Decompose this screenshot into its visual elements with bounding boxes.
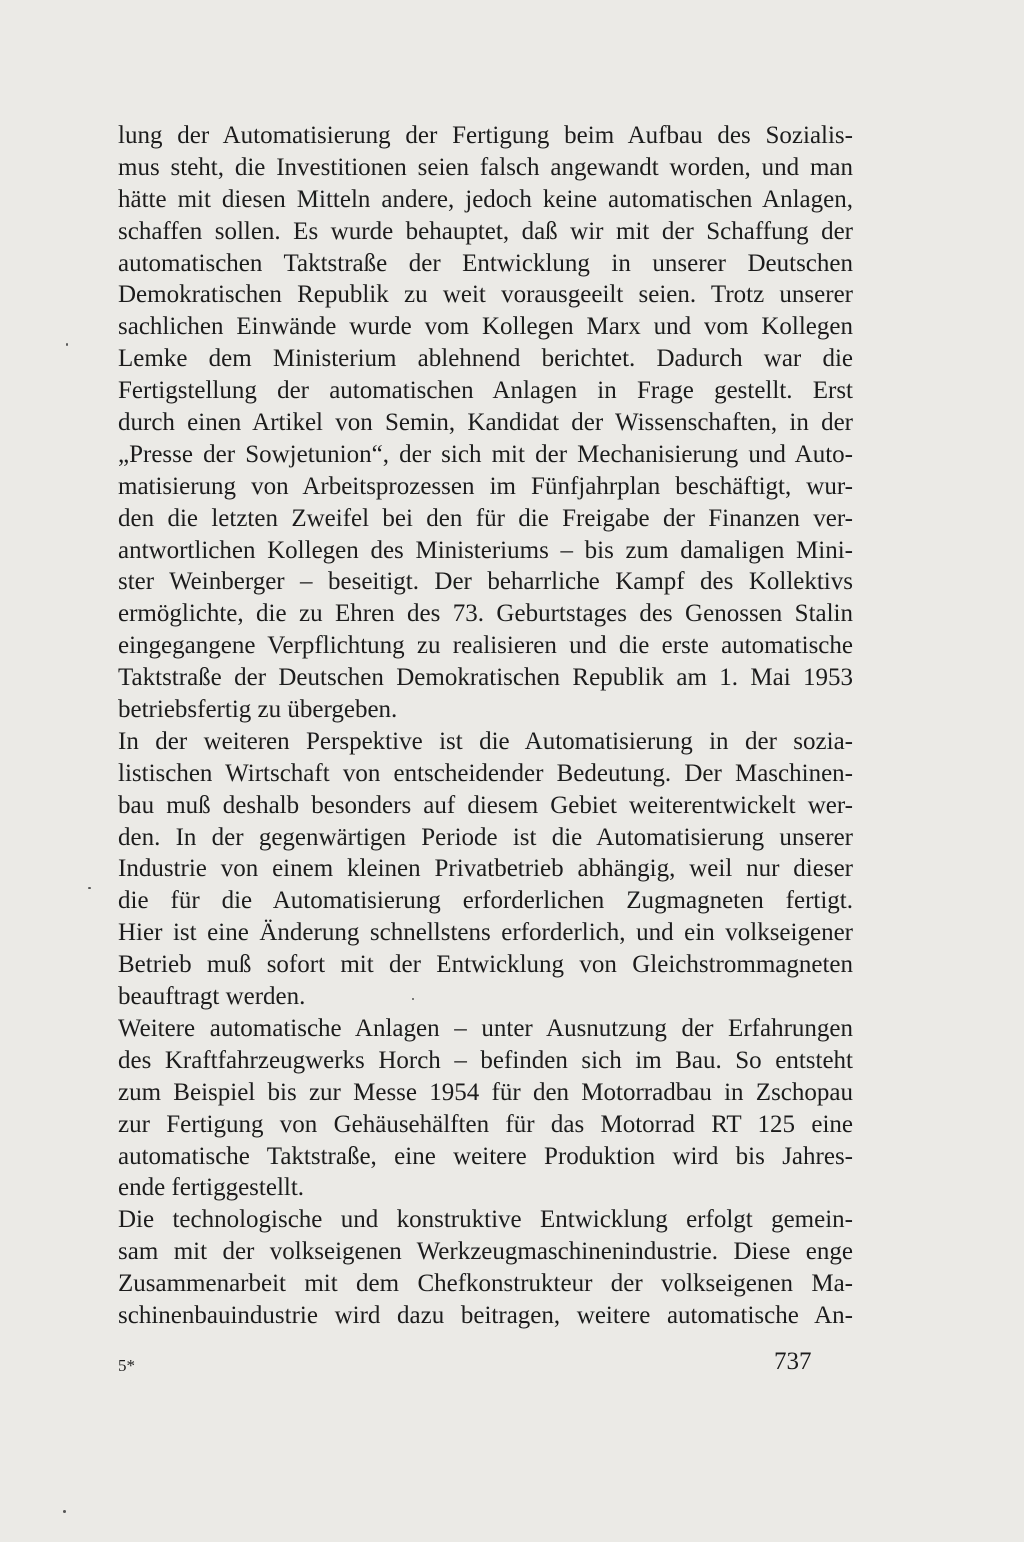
text-line: ermöglichte, die zu Ehren des 73. Geburtstages des Genossen Stalin: [118, 600, 853, 628]
text-line: durch einen Artikel von Semin, Kandidat der Wissenschaften, in der: [118, 409, 853, 437]
text-line: Die technologische und konstruktive Entwicklung erfolgt gemein-: [118, 1206, 853, 1234]
text-line: den die letzten Zweifel bei den für die Freigabe der Finanzen ver-: [118, 504, 853, 532]
text-line: die für die Automatisierung erforderlichen Zugmagneten fertigt.: [118, 887, 853, 915]
text-line: Zusammenarbeit mit dem Chefkonstrukteur der volkseigenen Ma-: [118, 1270, 853, 1298]
text-line: Fertigstellung der automatischen Anlagen in Frage gestellt. Erst: [118, 377, 853, 405]
text-line: lung der Automatisierung der Fertigung beim Aufbau des Sozialis-: [118, 122, 853, 149]
text-line: mus steht, die Investitionen seien falsch angewandt worden, und man: [118, 153, 853, 181]
text-line: Industrie von einem kleinen Privatbetrieb abhängig, weil nur dieser: [118, 855, 853, 883]
text-line: Weitere automatische Anlagen – unter Ausnutzung der Erfahrungen: [118, 1014, 853, 1042]
text-line: schaffen sollen. Es wurde behauptet, daß wir mit der Schaffung der: [118, 217, 853, 245]
text-line: listischen Wirtschaft von entscheidender Bedeutung. Der Maschinen-: [118, 759, 853, 787]
text-line: sam mit der volkseigenen Werkzeugmaschinenindustrie. Diese enge: [118, 1238, 853, 1266]
text-line: „Presse der Sowjetunion“, der sich mit der Mechanisierung und Auto-: [118, 440, 853, 468]
text-line: antwortlichen Kollegen des Ministeriums – bis zum damaligen Mini-: [118, 536, 853, 564]
text-line: den. In der gegenwärtigen Periode ist die Automatisierung unserer: [118, 823, 853, 851]
page-number: 737: [774, 1348, 812, 1375]
text-line: schinenbauindustrie wird dazu beitragen, weitere automatische An-: [118, 1301, 853, 1329]
text-line: zur Fertigung von Gehäusehälften für das Motorrad RT 125 eine: [118, 1110, 853, 1138]
text-line: zum Beispiel bis zur Messe 1954 für den Motorradbau in Zschopau: [118, 1078, 853, 1106]
ink-speck: [63, 1510, 66, 1513]
text-line: ster Weinberger – beseitigt. Der beharrliche Kampf des Kollektivs: [118, 568, 853, 596]
text-line: betriebsfertig zu übergeben.: [118, 696, 398, 724]
text-line: automatische Taktstraße, eine weitere Produktion wird bis Jahres-: [118, 1142, 853, 1170]
text-line: Lemke dem Ministerium ablehnend berichtet. Dadurch war die: [118, 345, 853, 373]
text-line: Betrieb muß sofort mit der Entwicklung von Gleichstrommagneten: [118, 951, 853, 979]
text-line: hätte mit diesen Mitteln andere, jedoch keine automatischen Anlagen,: [118, 185, 853, 213]
ink-speck: [66, 343, 68, 346]
text-line: beauftragt werden.: [118, 983, 306, 1011]
text-line: eingegangene Verpflichtung zu realisieren und die erste automatische: [118, 632, 853, 660]
ink-speck: [88, 887, 91, 889]
text-line: automatischen Taktstraße der Entwicklung in unserer Deutschen: [118, 249, 853, 277]
text-line: des Kraftfahrzeugwerks Horch – befinden sich im Bau. So entsteht: [118, 1046, 853, 1074]
ink-speck: [412, 998, 414, 1000]
text-line: ende fertiggestellt.: [118, 1174, 305, 1202]
text-line: sachlichen Einwände wurde vom Kollegen Marx und vom Kollegen: [118, 313, 853, 341]
body-text: [118, 120, 853, 1332]
text-line: In der weiteren Perspektive ist die Automatisierung in der sozia-: [118, 727, 853, 755]
text-line: Demokratischen Republik zu weit vorausgeeilt seien. Trotz unserer: [118, 281, 853, 309]
text-line: matisierung von Arbeitsprozessen im Fünfjahrplan beschäftigt, wur-: [118, 472, 853, 500]
text-line: Taktstraße der Deutschen Demokratischen Republik am 1. Mai 1953: [118, 664, 853, 692]
text-line: Hier ist eine Änderung schnellstens erforderlich, und ein volkseigener: [118, 919, 853, 947]
text-line: bau muß deshalb besonders auf diesem Gebiet weiterentwickelt wer-: [118, 791, 853, 819]
signature-mark: 5*: [118, 1356, 135, 1375]
